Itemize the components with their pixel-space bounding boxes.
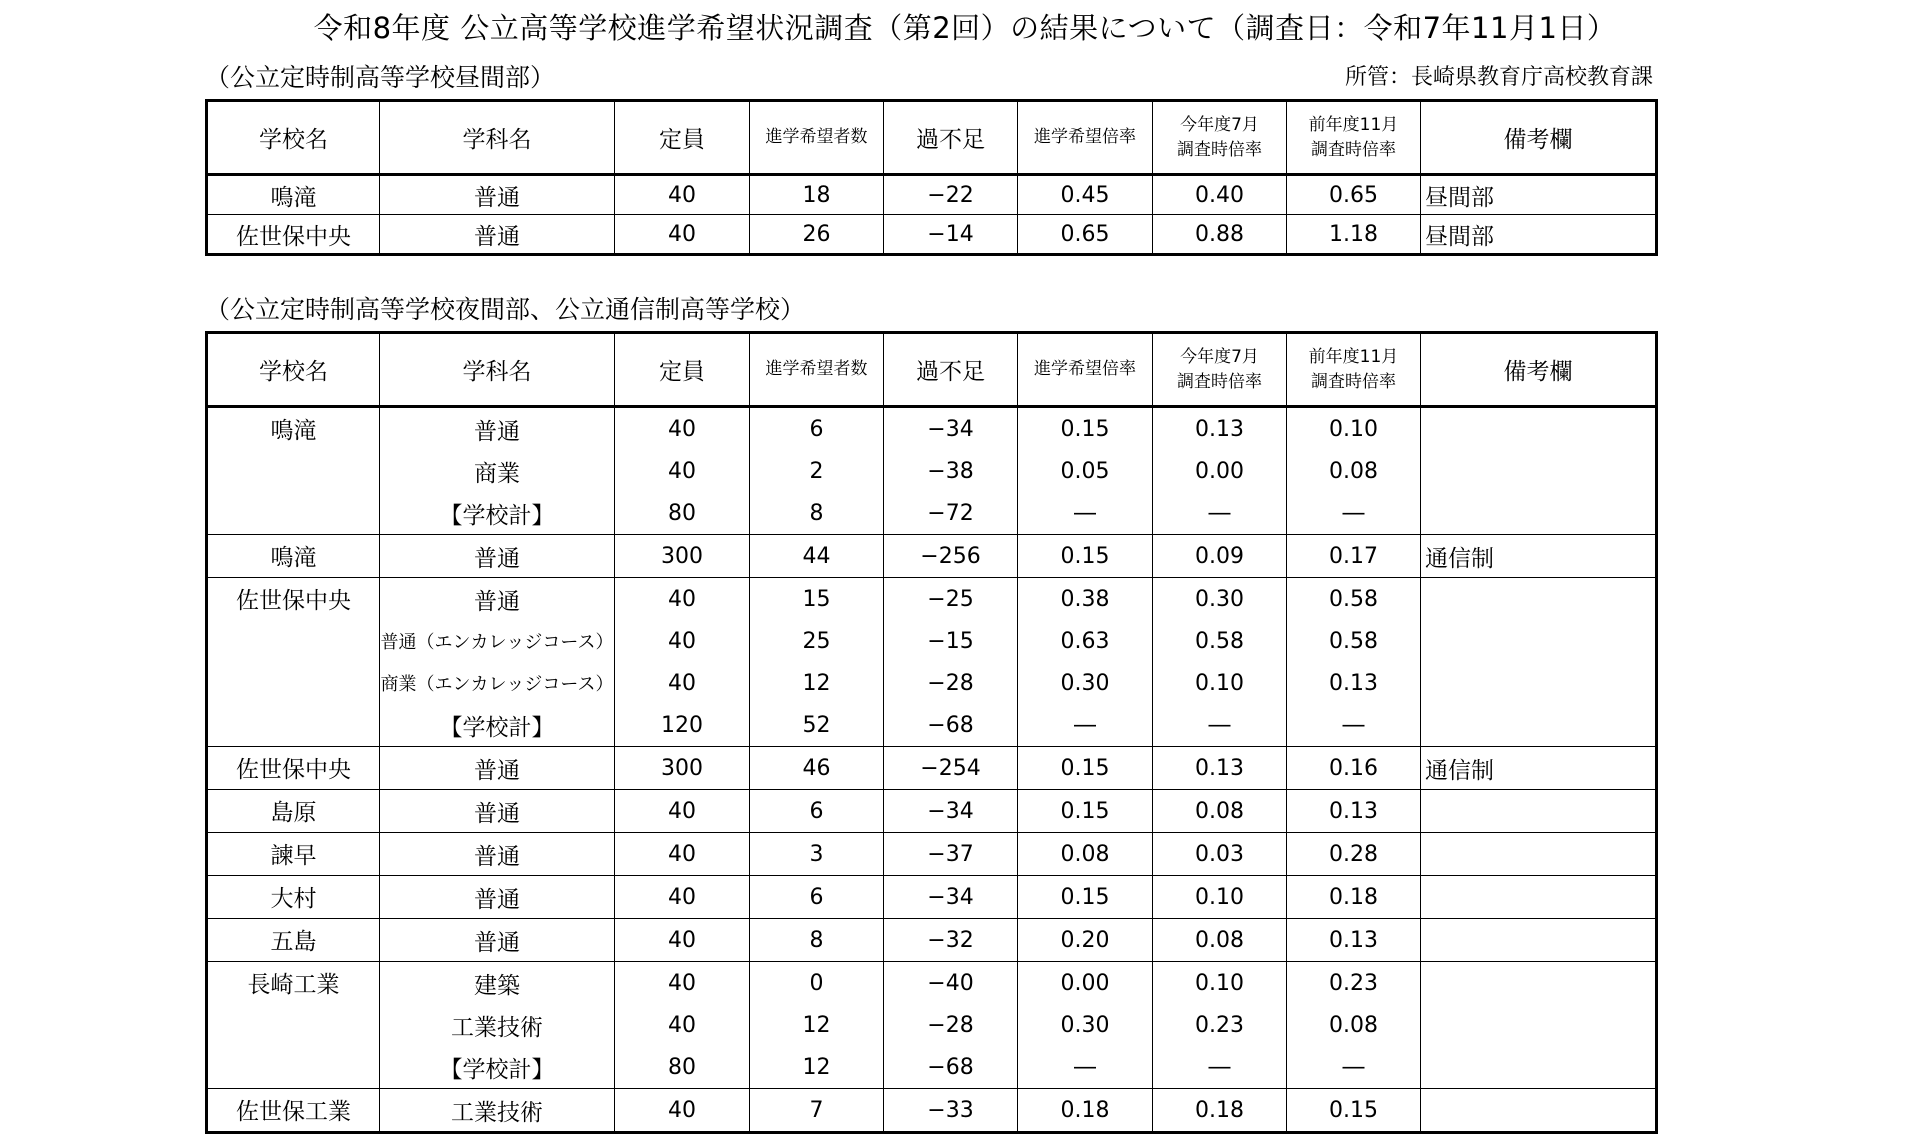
section-title-daytime: （公立定時制高等学校昼間部） — [205, 63, 556, 92]
table-row — [207, 450, 1657, 492]
header-diff: 過不足 — [884, 333, 1018, 407]
table-row — [207, 215, 1657, 255]
cell-diff: −256 — [884, 535, 1018, 578]
cell-july: 0.13 — [1153, 407, 1287, 451]
cell-prev: 0.28 — [1287, 833, 1421, 876]
cell-july: 0.88 — [1153, 215, 1287, 255]
cell-remark — [1421, 919, 1657, 962]
cell-prev: 0.08 — [1287, 1004, 1421, 1046]
cell-prev: ― — [1287, 704, 1421, 747]
table-row — [207, 662, 1657, 704]
header-capacity: 定員 — [615, 333, 750, 407]
table-header-row — [207, 101, 1657, 175]
cell-capacity: 80 — [615, 1046, 750, 1089]
cell-prev: 0.58 — [1287, 620, 1421, 662]
cell-diff: −37 — [884, 833, 1018, 876]
cell-capacity: 40 — [615, 662, 750, 704]
cell-remark — [1421, 1089, 1657, 1133]
cell-dept: 普通 — [380, 833, 615, 876]
cell-prev: 0.15 — [1287, 1089, 1421, 1133]
cell-capacity: 40 — [615, 833, 750, 876]
table-row — [207, 535, 1657, 578]
table-row — [207, 1089, 1657, 1133]
table-row — [207, 620, 1657, 662]
cell-dept: 普通 — [380, 919, 615, 962]
cell-remark — [1421, 1046, 1657, 1089]
cell-capacity: 40 — [615, 407, 750, 451]
cell-capacity: 40 — [615, 215, 750, 255]
cell-dept: 普通 — [380, 578, 615, 621]
cell-school — [207, 662, 380, 704]
cell-dept: 普通 — [380, 535, 615, 578]
table-row — [207, 492, 1657, 535]
cell-remark: 通信制 — [1421, 535, 1657, 578]
cell-applicants: 8 — [750, 492, 884, 535]
cell-prev: 0.17 — [1287, 535, 1421, 578]
header-school: 学校名 — [207, 333, 380, 407]
cell-capacity: 120 — [615, 704, 750, 747]
cell-diff: −15 — [884, 620, 1018, 662]
header-july: 今年度7月 調査時倍率 — [1153, 333, 1287, 407]
page-title: 令和8年度 公立高等学校進学希望状況調査（第2回）の結果について（調査日：令和7年11月1日） — [313, 11, 1617, 45]
cell-prev: ― — [1287, 1046, 1421, 1089]
cell-july: ― — [1153, 492, 1287, 535]
header-remark: 備考欄 — [1421, 333, 1657, 407]
cell-school: 諫早 — [207, 833, 380, 876]
cell-july: ― — [1153, 704, 1287, 747]
cell-ratio: 0.38 — [1018, 578, 1153, 621]
cell-applicants: 8 — [750, 919, 884, 962]
office-label: 所管：長崎県教育庁高校教育課 — [1344, 65, 1653, 90]
cell-applicants: 6 — [750, 876, 884, 919]
cell-ratio: 0.20 — [1018, 919, 1153, 962]
cell-ratio: 0.45 — [1018, 175, 1153, 215]
cell-school: 鳴滝 — [207, 407, 380, 451]
cell-applicants: 52 — [750, 704, 884, 747]
cell-prev: 0.13 — [1287, 790, 1421, 833]
cell-remark — [1421, 962, 1657, 1005]
cell-ratio: ― — [1018, 1046, 1153, 1089]
cell-prev: 0.58 — [1287, 578, 1421, 621]
cell-remark — [1421, 704, 1657, 747]
cell-diff: −25 — [884, 578, 1018, 621]
cell-ratio: 0.30 — [1018, 1004, 1153, 1046]
cell-july: 0.09 — [1153, 535, 1287, 578]
cell-remark — [1421, 1004, 1657, 1046]
cell-prev: 0.18 — [1287, 876, 1421, 919]
table-row — [207, 1046, 1657, 1089]
cell-dept: 商業（エンカレッジコース） — [380, 662, 615, 704]
cell-school — [207, 1004, 380, 1046]
cell-remark: 通信制 — [1421, 747, 1657, 790]
cell-capacity: 40 — [615, 919, 750, 962]
cell-applicants: 12 — [750, 1004, 884, 1046]
cell-capacity: 40 — [615, 175, 750, 215]
header-ratio: 進学希望倍率 — [1018, 101, 1153, 175]
cell-ratio: 0.05 — [1018, 450, 1153, 492]
cell-school — [207, 450, 380, 492]
cell-july: 0.10 — [1153, 962, 1287, 1005]
cell-diff: −72 — [884, 492, 1018, 535]
header-prev: 前年度11月 調査時倍率 — [1287, 333, 1421, 407]
cell-capacity: 40 — [615, 578, 750, 621]
cell-dept: 普通 — [380, 747, 615, 790]
cell-diff: −254 — [884, 747, 1018, 790]
cell-ratio: 0.15 — [1018, 790, 1153, 833]
cell-dept: 普通 — [380, 215, 615, 255]
cell-diff: −68 — [884, 704, 1018, 747]
cell-diff: −34 — [884, 876, 1018, 919]
cell-capacity: 40 — [615, 876, 750, 919]
cell-school: 鳴滝 — [207, 535, 380, 578]
cell-school: 長崎工業 — [207, 962, 380, 1005]
cell-ratio: 0.15 — [1018, 747, 1153, 790]
cell-prev: 0.16 — [1287, 747, 1421, 790]
cell-dept: 普通 — [380, 407, 615, 451]
cell-prev: 1.18 — [1287, 215, 1421, 255]
cell-school: 島原 — [207, 790, 380, 833]
cell-ratio: 0.30 — [1018, 662, 1153, 704]
cell-diff: −34 — [884, 790, 1018, 833]
cell-capacity: 40 — [615, 620, 750, 662]
cell-capacity: 40 — [615, 962, 750, 1005]
cell-applicants: 6 — [750, 790, 884, 833]
cell-ratio: 0.65 — [1018, 215, 1153, 255]
cell-applicants: 15 — [750, 578, 884, 621]
cell-remark — [1421, 407, 1657, 451]
table-row — [207, 747, 1657, 790]
cell-ratio: 0.15 — [1018, 407, 1153, 451]
cell-remark — [1421, 578, 1657, 621]
cell-prev: ― — [1287, 492, 1421, 535]
cell-dept: 商業 — [380, 450, 615, 492]
cell-school: 佐世保中央 — [207, 215, 380, 255]
cell-applicants: 46 — [750, 747, 884, 790]
cell-ratio: ― — [1018, 704, 1153, 747]
cell-ratio: ― — [1018, 492, 1153, 535]
night-table — [205, 331, 1658, 1134]
cell-ratio: 0.15 — [1018, 535, 1153, 578]
cell-applicants: 12 — [750, 662, 884, 704]
cell-applicants: 0 — [750, 962, 884, 1005]
cell-diff: −14 — [884, 215, 1018, 255]
cell-applicants: 6 — [750, 407, 884, 451]
table-row — [207, 175, 1657, 215]
header-dept: 学科名 — [380, 101, 615, 175]
cell-prev: 0.08 — [1287, 450, 1421, 492]
cell-july: 0.03 — [1153, 833, 1287, 876]
cell-dept: 工業技術 — [380, 1089, 615, 1133]
header-prev: 前年度11月 調査時倍率 — [1287, 101, 1421, 175]
cell-prev: 0.13 — [1287, 662, 1421, 704]
cell-diff: −22 — [884, 175, 1018, 215]
cell-school — [207, 620, 380, 662]
table-row — [207, 578, 1657, 621]
cell-school: 佐世保中央 — [207, 578, 380, 621]
daytime-table — [205, 99, 1658, 256]
cell-remark: 昼間部 — [1421, 215, 1657, 255]
header-ratio: 進学希望倍率 — [1018, 333, 1153, 407]
header-remark: 備考欄 — [1421, 101, 1657, 175]
cell-diff: −40 — [884, 962, 1018, 1005]
cell-ratio: 0.18 — [1018, 1089, 1153, 1133]
cell-school: 鳴滝 — [207, 175, 380, 215]
cell-july: ― — [1153, 1046, 1287, 1089]
cell-remark — [1421, 492, 1657, 535]
cell-remark — [1421, 833, 1657, 876]
cell-ratio: 0.08 — [1018, 833, 1153, 876]
header-july: 今年度7月 調査時倍率 — [1153, 101, 1287, 175]
cell-july: 0.13 — [1153, 747, 1287, 790]
cell-school: 佐世保工業 — [207, 1089, 380, 1133]
cell-diff: −32 — [884, 919, 1018, 962]
table-row — [207, 407, 1657, 451]
cell-july: 0.08 — [1153, 919, 1287, 962]
cell-school: 五島 — [207, 919, 380, 962]
cell-july: 0.40 — [1153, 175, 1287, 215]
cell-diff: −38 — [884, 450, 1018, 492]
cell-prev: 0.10 — [1287, 407, 1421, 451]
cell-applicants: 26 — [750, 215, 884, 255]
cell-diff: −33 — [884, 1089, 1018, 1133]
cell-dept: 建築 — [380, 962, 615, 1005]
cell-remark — [1421, 876, 1657, 919]
table-row — [207, 790, 1657, 833]
cell-july: 0.30 — [1153, 578, 1287, 621]
cell-remark — [1421, 662, 1657, 704]
cell-school — [207, 492, 380, 535]
cell-prev: 0.13 — [1287, 919, 1421, 962]
cell-july: 0.10 — [1153, 876, 1287, 919]
cell-capacity: 80 — [615, 492, 750, 535]
table-row — [207, 962, 1657, 1005]
cell-july: 0.18 — [1153, 1089, 1287, 1133]
cell-july: 0.58 — [1153, 620, 1287, 662]
cell-dept: 普通 — [380, 876, 615, 919]
cell-capacity: 40 — [615, 1004, 750, 1046]
cell-dept: 【学校計】 — [380, 492, 615, 535]
cell-capacity: 300 — [615, 747, 750, 790]
cell-capacity: 40 — [615, 790, 750, 833]
cell-diff: −68 — [884, 1046, 1018, 1089]
cell-ratio: 0.15 — [1018, 876, 1153, 919]
header-applicants: 進学希望者数 — [750, 101, 884, 175]
cell-capacity: 300 — [615, 535, 750, 578]
cell-july: 0.23 — [1153, 1004, 1287, 1046]
cell-applicants: 44 — [750, 535, 884, 578]
cell-applicants: 2 — [750, 450, 884, 492]
cell-dept: 普通 — [380, 175, 615, 215]
cell-applicants: 7 — [750, 1089, 884, 1133]
table-header-row — [207, 333, 1657, 407]
cell-school — [207, 1046, 380, 1089]
cell-capacity: 40 — [615, 1089, 750, 1133]
cell-remark — [1421, 450, 1657, 492]
table-row — [207, 704, 1657, 747]
table-row — [207, 1004, 1657, 1046]
cell-july: 0.10 — [1153, 662, 1287, 704]
cell-july: 0.00 — [1153, 450, 1287, 492]
cell-remark — [1421, 620, 1657, 662]
header-applicants: 進学希望者数 — [750, 333, 884, 407]
cell-school: 佐世保中央 — [207, 747, 380, 790]
cell-ratio: 0.00 — [1018, 962, 1153, 1005]
cell-dept: 【学校計】 — [380, 704, 615, 747]
cell-diff: −34 — [884, 407, 1018, 451]
header-dept: 学科名 — [380, 333, 615, 407]
cell-remark — [1421, 790, 1657, 833]
cell-applicants: 12 — [750, 1046, 884, 1089]
cell-applicants: 3 — [750, 833, 884, 876]
section-title-night: （公立定時制高等学校夜間部、公立通信制高等学校） — [205, 295, 806, 324]
table-row — [207, 876, 1657, 919]
cell-ratio: 0.63 — [1018, 620, 1153, 662]
header-capacity: 定員 — [615, 101, 750, 175]
header-diff: 過不足 — [884, 101, 1018, 175]
cell-applicants: 25 — [750, 620, 884, 662]
cell-prev: 0.23 — [1287, 962, 1421, 1005]
cell-dept: 普通（エンカレッジコース） — [380, 620, 615, 662]
table-row — [207, 833, 1657, 876]
cell-remark: 昼間部 — [1421, 175, 1657, 215]
cell-school — [207, 704, 380, 747]
cell-dept: 普通 — [380, 790, 615, 833]
cell-dept: 【学校計】 — [380, 1046, 615, 1089]
cell-capacity: 40 — [615, 450, 750, 492]
cell-school: 大村 — [207, 876, 380, 919]
table-row — [207, 919, 1657, 962]
cell-july: 0.08 — [1153, 790, 1287, 833]
cell-prev: 0.65 — [1287, 175, 1421, 215]
cell-diff: −28 — [884, 1004, 1018, 1046]
cell-diff: −28 — [884, 662, 1018, 704]
cell-applicants: 18 — [750, 175, 884, 215]
cell-dept: 工業技術 — [380, 1004, 615, 1046]
header-school: 学校名 — [207, 101, 380, 175]
